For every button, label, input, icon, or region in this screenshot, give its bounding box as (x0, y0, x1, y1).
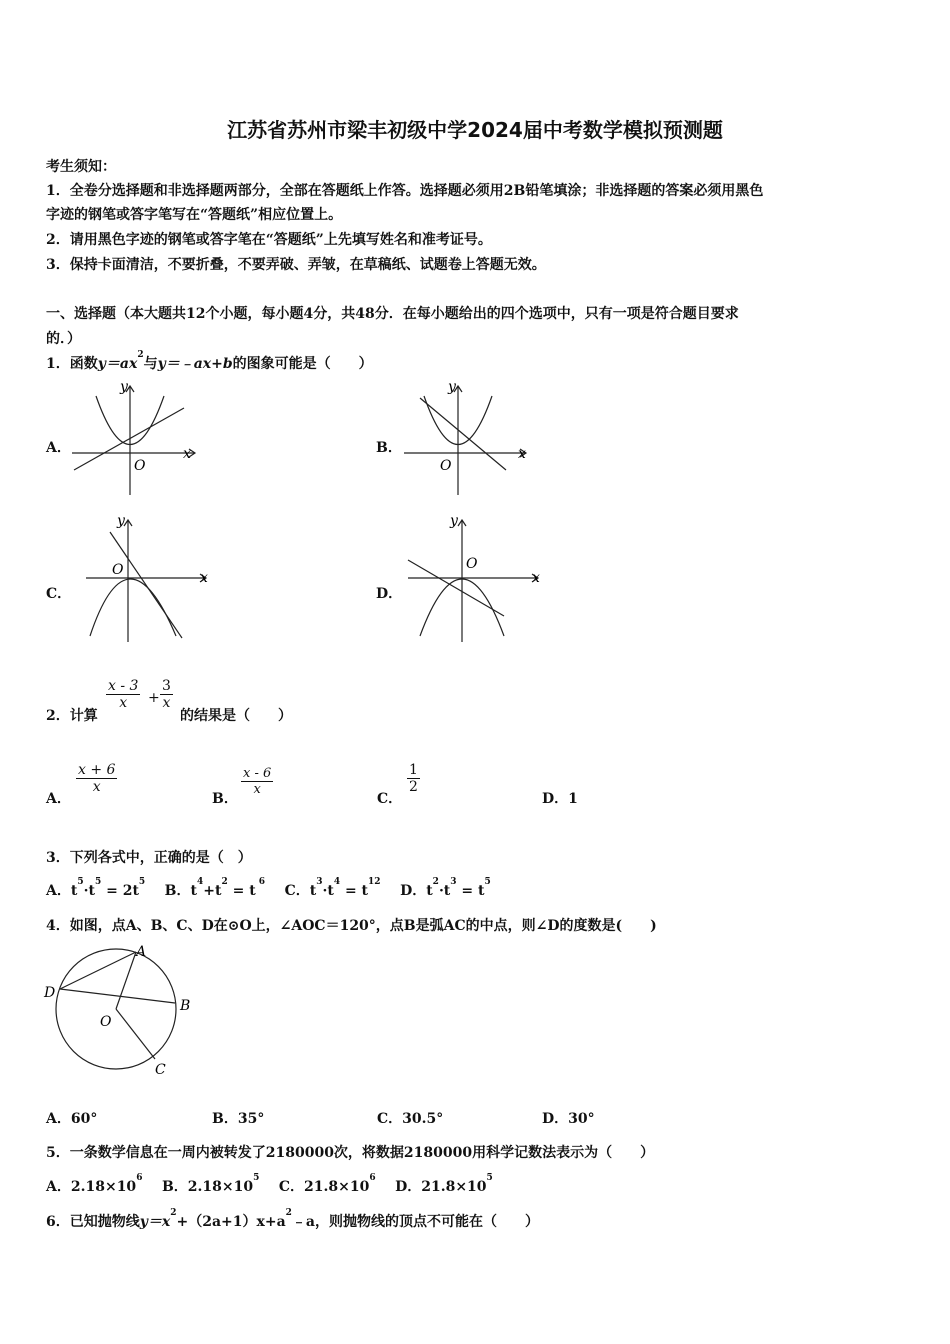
q5-option-a[interactable]: A．$2.18\times 10^6$ (46, 1173, 143, 1195)
q2-option-b-label[interactable]: B． (212, 791, 238, 807)
q2-option-a-label[interactable]: A． (46, 791, 71, 807)
q1a-origin: O (134, 458, 146, 474)
q5-options (46, 1173, 493, 1196)
q2-option-c-label[interactable]: C． (377, 791, 403, 807)
q5-option-d[interactable]: D．$21.8\times 10^5$ (395, 1173, 493, 1195)
q1-option-d-label[interactable]: D． (376, 586, 403, 602)
q4-circle-diagram (40, 940, 210, 1080)
question-3-stem: 3．下列各式中，正确的是（ ） (46, 850, 252, 866)
q1c-x-label: x (200, 570, 208, 586)
q3-option-b[interactable]: B．$t^4+t^2 = t$ $^6$ (164, 877, 266, 899)
q1a-x-label: x (183, 446, 191, 462)
q1-graph-d (400, 512, 545, 644)
q1a-y-label: y (120, 379, 128, 395)
q1d-y-label: y (450, 513, 458, 529)
q1-graph-c (80, 512, 220, 644)
question-5-stem: 5．一条数学信息在一周内被转发了2180000次，将数据2180000用科学记数法表示为（ ） (46, 1145, 655, 1161)
q2-fraction-2: $\frac{3}{x}$ (162, 678, 171, 711)
q1d-origin: O (466, 556, 478, 572)
notice-item-3: 3．保持卡面清洁，不要折叠，不要弄破、弄皱，在草稿纸、试题卷上答题无效。 (46, 257, 546, 273)
q1-option-b-label[interactable]: B． (376, 440, 402, 456)
q4-label-b: B (180, 998, 191, 1014)
q3-option-d[interactable]: D．$t^2\cdot t^3 = t^5$ (400, 877, 491, 899)
q4-label-o: O (100, 1014, 112, 1030)
q1b-x-label: x (518, 446, 526, 462)
q2-option-c-fraction: $\frac{1}{2}$ (409, 762, 418, 795)
q2-option-a-fraction: $\frac{x + 6}{x}$ (78, 762, 116, 795)
q1-graph-a (70, 378, 210, 498)
q4-option-b[interactable]: B．35° (212, 1111, 265, 1127)
q5-option-c[interactable]: C．$21.8\times 10^6$ (278, 1173, 376, 1195)
q1c-y-label: y (117, 513, 125, 529)
page-title: 江苏省苏州市梁丰初级中学2024届中考数学模拟预测题 (227, 118, 723, 142)
q1-option-c-label[interactable]: C． (46, 586, 72, 602)
q3-option-c[interactable]: C．$t^3\cdot t^4 = t^{12}$ (284, 877, 381, 899)
q4-label-c: C (155, 1062, 166, 1078)
notice-item-1: 1．全卷分选择题和非选择题两部分，全部在答题纸上作答。选择题必须用2B铅笔填涂；非选择题的答案必须用黑色 (46, 183, 764, 199)
q5-option-b[interactable]: B．$2.18\times 10^5$ (161, 1173, 260, 1195)
q4-label-a: A (136, 944, 147, 960)
question-2-prefix: 2．计算 (46, 708, 98, 724)
q4-option-d[interactable]: D．30° (542, 1111, 595, 1127)
q2-fraction-1: $\frac{x - 3}{x}$ (108, 678, 139, 711)
notice-item-2: 2．请用黑色字迹的钢笔或答字笔在“答题纸”上先填写姓名和准考证号。 (46, 232, 492, 248)
notice-heading: 考生须知： (46, 159, 116, 175)
q4-label-d: D (44, 985, 56, 1001)
q2-option-d[interactable]: D．1 (542, 791, 578, 807)
q1-graph-b (398, 378, 538, 498)
q2-plus: + (148, 690, 160, 706)
question-4-stem: 4．如图，点A、B、C、D在⊙O上，∠AOC＝120°，点B是弧AC的中点，则∠D的度数是( ) (46, 918, 657, 934)
q1d-x-label: x (532, 570, 540, 586)
question-6-stem: 6．已知抛物线$y=x^2+(2a+1)x+a^2﹣a$，则抛物线的顶点不可能在（ ） (46, 1208, 540, 1230)
question-2-suffix: 的结果是（ ） (180, 708, 292, 724)
q1b-origin: O (440, 458, 452, 474)
notice-item-1-cont: 字迹的钢笔或答字笔写在“答题纸”相应位置上。 (46, 207, 343, 223)
q4-option-c[interactable]: C．30.5° (377, 1111, 444, 1127)
q4-option-a[interactable]: A．60° (46, 1111, 98, 1127)
section-heading: 一、选择题（本大题共12个小题，每小题4分，共48分．在每小题给出的四个选项中，只有一项是符合题目要求 (46, 306, 739, 322)
q2-option-b-fraction: $\frac{x - 6}{x}$ (243, 766, 272, 797)
q3-option-a[interactable]: A．$t^5\cdot t^5 = 2t^5$ (46, 877, 146, 899)
section-heading-cont: 的．） (46, 331, 81, 347)
q1-option-a-label[interactable]: A． (46, 440, 71, 456)
q3-options (46, 877, 491, 900)
question-1-stem: 1．函数$y=ax^2$与y＝﹣ax+b的图象可能是（ ） (46, 350, 373, 372)
q1b-y-label: y (448, 379, 456, 395)
q1c-origin: O (112, 562, 124, 578)
